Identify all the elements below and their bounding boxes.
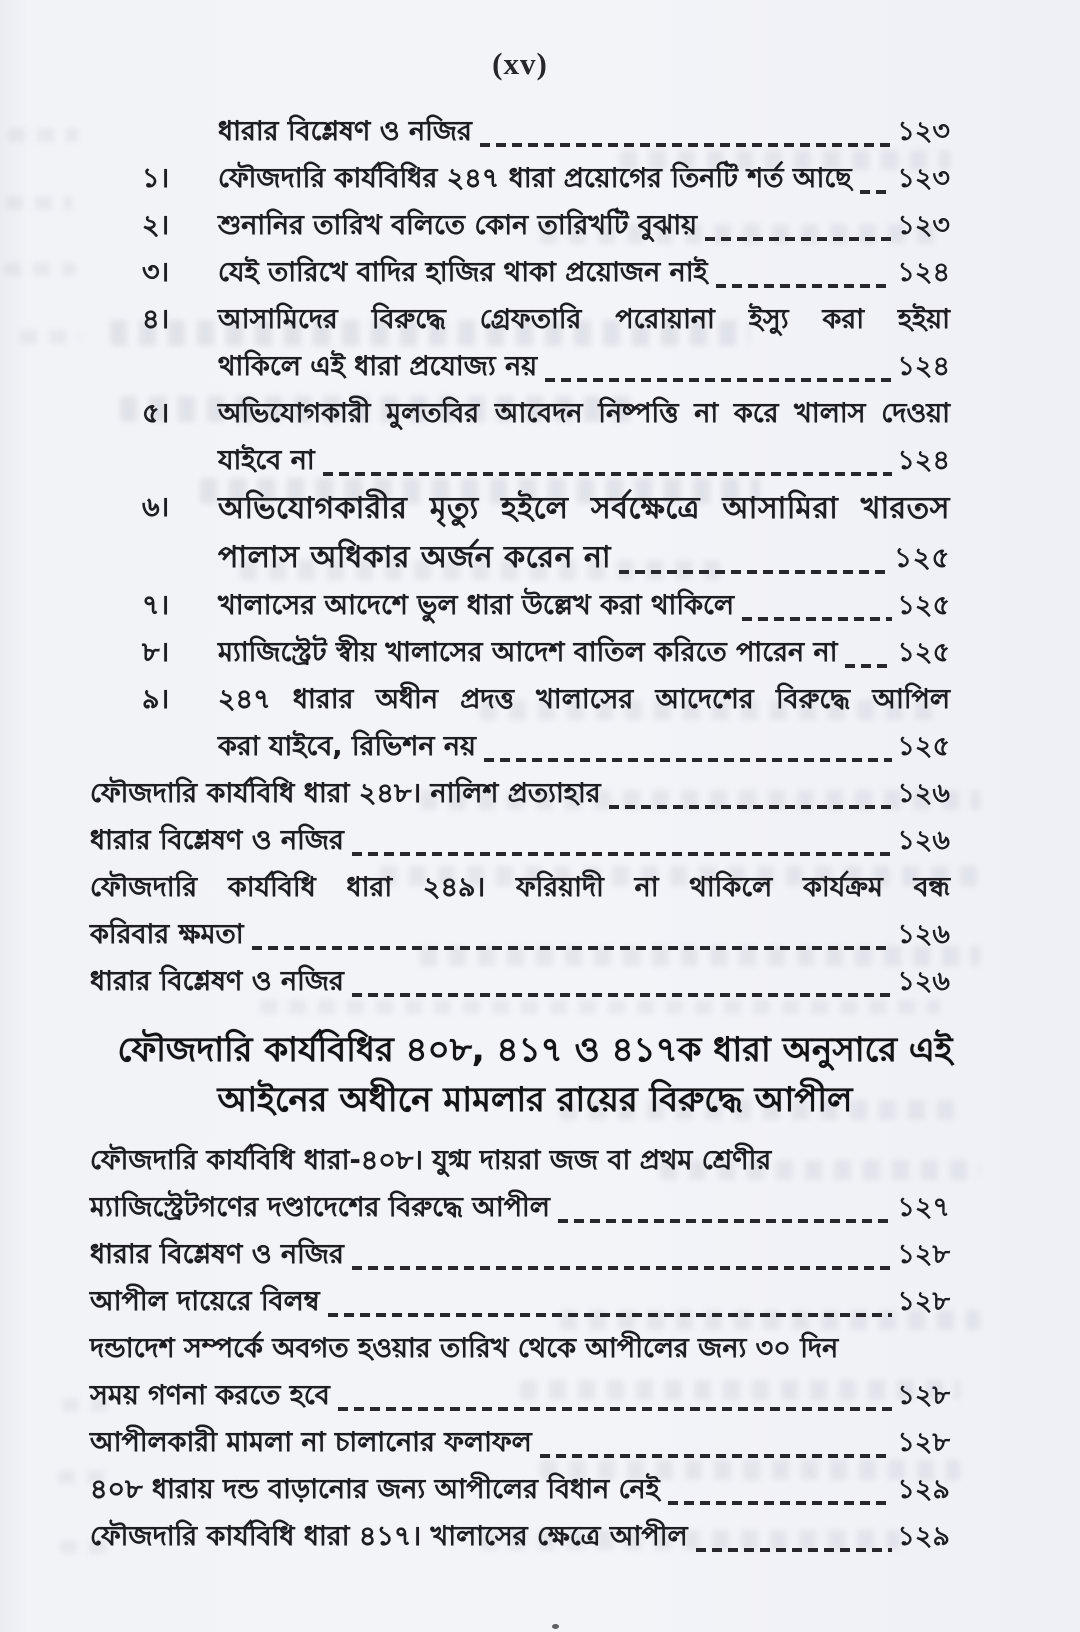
entry-text: ফৌজদারি কার্যবিধি ধারা ২৪৯। ফরিয়াদী না থাকিলে কার্যক্রম বন্ধ xyxy=(90,872,950,903)
toc-line xyxy=(218,202,950,249)
dash-leader xyxy=(705,237,892,241)
toc-entry xyxy=(90,676,950,770)
page-number: ১২৫ xyxy=(897,590,950,621)
toc-line xyxy=(218,723,950,770)
page-number: ১২৩ xyxy=(897,116,950,147)
section-heading xyxy=(70,1025,1000,1125)
toc-line xyxy=(90,1372,950,1419)
page-number: ১২৫ xyxy=(893,541,950,574)
entry-number: ৫। xyxy=(142,398,170,429)
entry-number: ৭। xyxy=(142,590,170,621)
entry-body xyxy=(218,296,950,390)
entry-body xyxy=(90,1466,950,1513)
toc-entry xyxy=(90,582,950,629)
page-number: ১২৪ xyxy=(897,445,950,476)
entry-text: খালাসের আদেশে ভুল ধারা উল্লেখ করা থাকিলে xyxy=(218,590,734,621)
toc-entry xyxy=(90,108,950,155)
toc-entry xyxy=(90,249,950,296)
bleedthrough-ghost xyxy=(4,262,76,276)
entry-text: ধারার বিশ্লেষণ ও নজির xyxy=(90,1239,344,1270)
bleedthrough-ghost xyxy=(20,330,80,344)
entry-body xyxy=(90,1325,950,1419)
toc-line xyxy=(90,1231,950,1278)
toc-line xyxy=(90,911,950,958)
entry-text: ধারার বিশ্লেষণ ও নজির xyxy=(90,966,344,997)
entry-number: ১। xyxy=(142,163,170,194)
page-number: ১২৬ xyxy=(897,778,950,809)
entry-text: করা যাইবে, রিভিশন নয় xyxy=(218,731,476,762)
dash-leader xyxy=(323,472,893,476)
toc-entry xyxy=(90,770,950,817)
page-number: ১২৩ xyxy=(897,210,950,241)
entry-number: ৮। xyxy=(142,637,170,668)
entry-text: ম্যাজিস্ট্রেট স্বীয় খালাসের আদেশ বাতিল করিতে পারেন না xyxy=(218,637,838,668)
entry-text: আপীলকারী মামলা না চালানোর ফলাফল xyxy=(90,1427,532,1458)
toc-line xyxy=(90,770,950,817)
dash-leader xyxy=(352,852,893,856)
entry-body xyxy=(90,817,950,864)
entry-text: শুনানির তারিখ বলিতে কোন তারিখটি বুঝায় xyxy=(218,210,698,241)
dash-leader xyxy=(742,617,892,621)
page-number: ১২৮ xyxy=(897,1286,950,1317)
entry-text: অভিযোগকারীর মৃত্যু হইলে সর্বক্ষেত্রে আসামিরা খারতস xyxy=(218,491,950,526)
toc-entry xyxy=(90,1325,950,1419)
entry-body xyxy=(218,202,950,249)
entry-text: ধারার বিশ্লেষণ ও নজির xyxy=(90,825,344,856)
toc-line xyxy=(218,249,950,296)
dash-leader xyxy=(716,284,893,288)
entry-number: ৬। xyxy=(142,492,170,523)
dash-leader xyxy=(338,1407,893,1411)
toc-line xyxy=(90,1419,950,1466)
toc-line xyxy=(218,343,950,390)
entry-body xyxy=(90,1419,950,1466)
toc-line xyxy=(218,108,950,155)
entry-text: আপীল দায়েরে বিলম্ব xyxy=(90,1286,320,1317)
dash-leader xyxy=(668,1501,893,1505)
entry-number: ২। xyxy=(142,210,170,241)
entry-body xyxy=(218,108,950,155)
entry-text: ম্যাজিস্ট্রেটগণের দণ্ডাদেশের বিরুদ্ধে আপীল xyxy=(90,1192,550,1223)
page-number: ১২৫ xyxy=(897,637,950,668)
page-number: ১২৭ xyxy=(897,1192,950,1223)
toc-entry xyxy=(90,202,950,249)
toc-entry xyxy=(90,1278,950,1325)
entry-text: আসামিদের বিরুদ্ধে গ্রেফতারি পরোয়ানা ইস্যু করা হইয়া xyxy=(218,304,950,335)
toc-line xyxy=(218,629,950,676)
toc-line xyxy=(90,1278,950,1325)
section-heading-line2: আইনের অধীনে মামলার রায়ের বিরুদ্ধে আপীল xyxy=(217,1080,853,1120)
toc-line xyxy=(90,1184,950,1231)
page-number: ১২৮ xyxy=(897,1427,950,1458)
toc-line xyxy=(218,582,950,629)
dash-leader xyxy=(845,664,892,668)
dash-leader xyxy=(328,1313,893,1317)
toc-entry xyxy=(90,155,950,202)
dash-leader xyxy=(619,570,889,574)
toc-entry xyxy=(90,1231,950,1278)
toc-line xyxy=(90,1466,950,1513)
page-number: ১২৩ xyxy=(897,163,950,194)
toc-entry xyxy=(90,1513,950,1560)
dash-leader xyxy=(696,1548,893,1552)
toc-entry xyxy=(90,958,950,1005)
entry-body xyxy=(218,249,950,296)
entry-text: যাইবে না xyxy=(218,445,315,476)
page-number: ১২৬ xyxy=(897,966,950,997)
entry-body xyxy=(218,155,950,202)
entry-body xyxy=(90,1513,950,1560)
dash-leader xyxy=(540,1454,893,1458)
page-number: ১২৪ xyxy=(897,257,950,288)
toc-line xyxy=(90,958,950,1005)
toc-entry xyxy=(90,1466,950,1513)
entry-text: করিবার ক্ষমতা xyxy=(90,919,244,950)
dash-leader xyxy=(484,758,893,762)
page-number: ১২৮ xyxy=(897,1239,950,1270)
section-heading-line1: ফৌজদারি কার্যবিধির ৪০৮, ৪১৭ ও ৪১৭ক ধারা অনুসারে এই xyxy=(117,1030,953,1070)
page-number: ১২৫ xyxy=(897,731,950,762)
entry-text: যেই তারিখে বাদির হাজির থাকা প্রয়োজন নাই xyxy=(218,257,708,288)
page-number: ১২৮ xyxy=(897,1380,950,1411)
entry-number: ৩। xyxy=(142,257,170,288)
entry-body xyxy=(218,676,950,770)
entry-body xyxy=(218,629,950,676)
page-number: ১২৬ xyxy=(897,919,950,950)
toc-line xyxy=(90,1137,950,1184)
toc-line xyxy=(218,155,950,202)
dash-leader xyxy=(545,378,892,382)
entry-text: সময় গণনা করতে হবে xyxy=(90,1380,330,1411)
entry-text: ফৌজদারি কার্যবিধির ২৪৭ ধারা প্রয়োগের তিনটি শর্ত আছে xyxy=(218,163,852,194)
entry-number: ৪। xyxy=(142,304,170,335)
entry-number: ৯। xyxy=(142,684,170,715)
page-folio-number: (xv) xyxy=(492,46,548,81)
bleedthrough-ghost xyxy=(6,196,72,210)
entry-body xyxy=(218,484,950,582)
toc-line xyxy=(90,864,950,911)
entry-text: ২৪৭ ধারার অধীন প্রদত্ত খালাসের আদেশের বিরুদ্ধে আপিল xyxy=(218,684,950,715)
toc-page-content xyxy=(90,44,953,1632)
toc-line xyxy=(90,1513,950,1560)
toc-line xyxy=(218,676,950,723)
toc-line xyxy=(90,817,950,864)
bleedthrough-ghost xyxy=(8,128,78,142)
toc-line xyxy=(218,390,950,437)
page-number: ১২৪ xyxy=(897,351,950,382)
toc-entry xyxy=(90,296,950,390)
entry-body xyxy=(90,1137,950,1231)
toc-line xyxy=(218,296,950,343)
toc-line xyxy=(218,437,950,484)
toc-section-247 xyxy=(90,108,950,1005)
dash-leader xyxy=(480,143,893,147)
entry-text: পালাস অধিকার অর্জন করেন না xyxy=(218,540,612,575)
toc-entry xyxy=(90,629,950,676)
toc-entry xyxy=(90,390,950,484)
entry-text: থাকিলে এই ধারা প্রযোজ্য নয় xyxy=(218,351,538,382)
entry-body xyxy=(90,958,950,1005)
entry-body xyxy=(218,390,950,484)
entry-text: দন্ডাদেশ সম্পর্কে অবগত হওয়ার তারিখ থেকে আপীলের জন্য ৩০ দিন xyxy=(90,1333,839,1364)
dash-leader xyxy=(252,946,893,950)
entry-body xyxy=(90,864,950,958)
toc-entry xyxy=(90,1137,950,1231)
dash-leader xyxy=(352,993,893,997)
toc-entry xyxy=(90,817,950,864)
toc-entry xyxy=(90,864,950,958)
entry-body xyxy=(90,770,950,817)
entry-text: ফৌজদারি কার্যবিধি ধারা ৪১৭। খালাসের ক্ষেত্রে আপীল xyxy=(90,1521,688,1552)
entry-text: ধারার বিশ্লেষণ ও নজির xyxy=(218,116,472,147)
dash-leader xyxy=(609,805,893,809)
entry-body xyxy=(90,1231,950,1278)
dash-leader xyxy=(860,190,893,194)
dash-leader xyxy=(352,1266,893,1270)
page-number: ১২৯ xyxy=(897,1474,950,1505)
entry-body xyxy=(218,582,950,629)
toc-entry xyxy=(90,484,950,582)
dash-leader xyxy=(558,1219,892,1223)
entry-text: অভিযোগকারী মুলতবির আবেদন নিষ্পত্তি না করে খালাস দেওয়া xyxy=(218,398,950,429)
page-number: ১২৯ xyxy=(897,1521,950,1552)
toc-section-appeals xyxy=(90,1137,950,1560)
page-number: ১২৬ xyxy=(897,825,950,856)
toc-entry xyxy=(90,1419,950,1466)
toc-line xyxy=(218,533,950,582)
entry-body xyxy=(90,1278,950,1325)
toc-line xyxy=(90,1325,950,1372)
entry-text: ৪০৮ ধারায় দন্ড বাড়ানোর জন্য আপীলের বিধান নেই xyxy=(90,1474,660,1505)
entry-text: ফৌজদারি কার্যবিধি ধারা-৪০৮। যুগ্ম দায়রা জজ বা প্রথম শ্রেণীর xyxy=(90,1145,772,1176)
toc-line xyxy=(218,484,950,533)
entry-text: ফৌজদারি কার্যবিধি ধারা ২৪৮। নালিশ প্রত্যাহার xyxy=(90,778,601,809)
